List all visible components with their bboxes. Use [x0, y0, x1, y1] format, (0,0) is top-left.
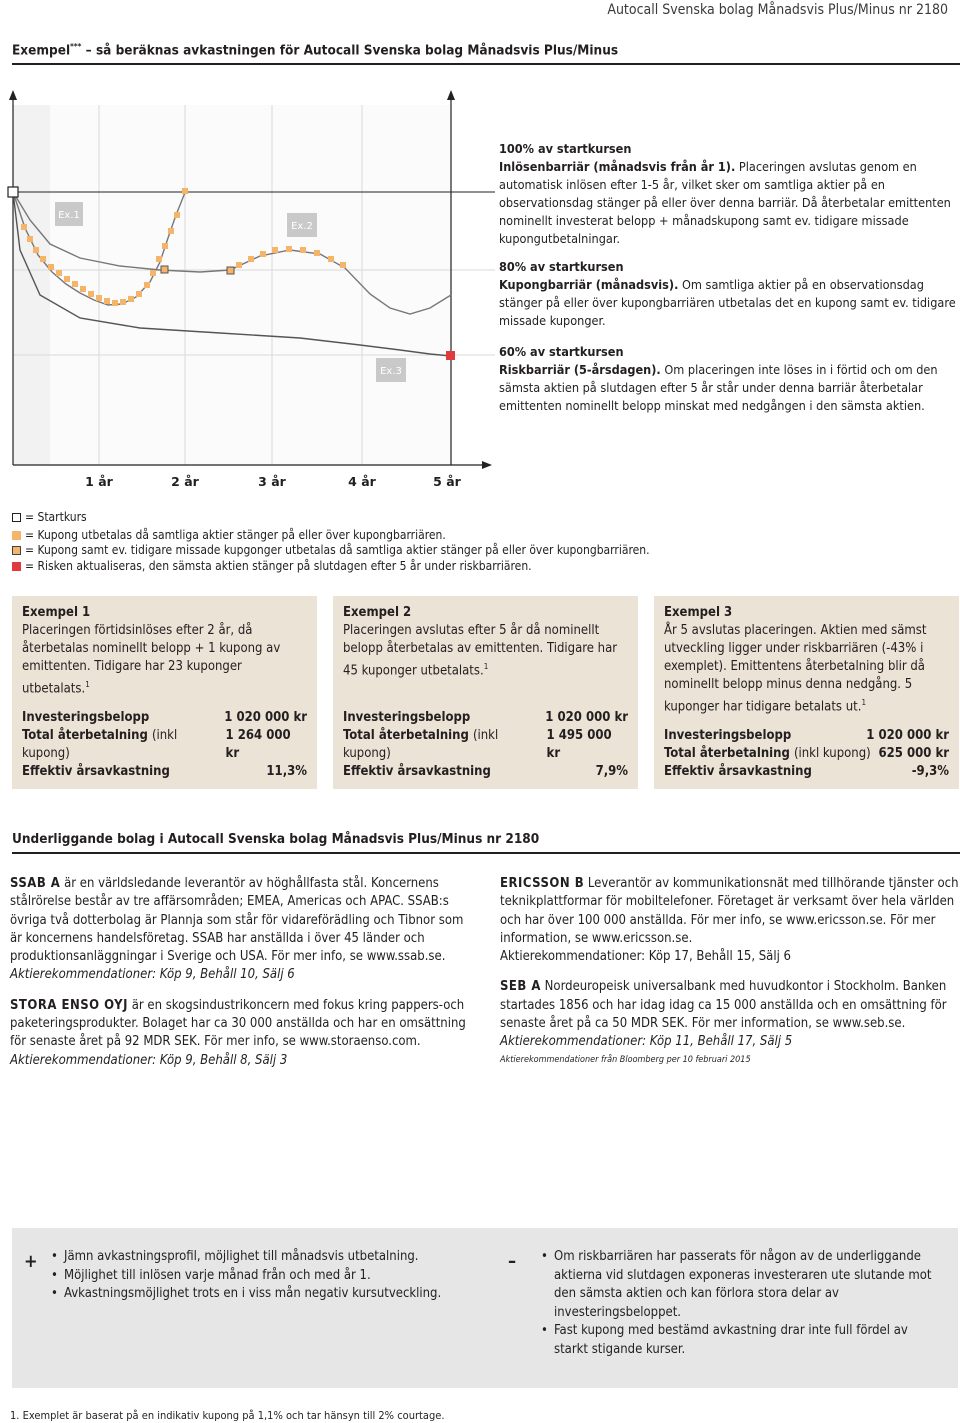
minus-icon: – [508, 1251, 517, 1272]
example-card-3: Exempel 3 År 5 avslutas placeringen. Aktien med sämst utveckling ligger under riskbarriären (-43% i exemplet). Emittentens återbetalning blir då nominellt belopp minus denna nedgång. 5 kuponger har tidigare betalats ut.$^1$ Investeringsbelopp 1 020 000 kr Total återbetalning (inkl kupong) 625 000 kr Effektiv årsavkastning -9,3% [654, 596, 959, 789]
kupong-missade-icon [12, 546, 21, 555]
pros-item: • Avkastningsmöjlighet trots en i viss mån negativ kursutveckling. [64, 1285, 480, 1304]
companies-right-column [500, 875, 960, 1066]
section-divider [12, 852, 960, 854]
legend-item: = Risken aktualiseras, den sämsta aktien stänger på slutdagen efter 5 år under riskbarriären. [12, 559, 532, 573]
example-section-title: Exempel*** – så beräknas avkastningen för Autocall Svenska bolag Månadsvis Plus/Minus [12, 42, 619, 59]
kupong-icon [12, 531, 21, 540]
pros-item: • Jämn avkastningsprofil, möjlighet till månadsvis utbetalning. [64, 1248, 480, 1267]
startkurs-marker [8, 187, 18, 197]
risk-icon [12, 562, 21, 571]
x-tick-label: 1 år [85, 474, 113, 489]
company-seb: SEB A Nordeuropeisk universalbank med huvudkontor i Stockholm. Banken startades 1856 och har idag idag ca 15 000 anställda och en omsättning för senaste året på ca 50 MDR SEK. För mer information, se www.seb.se. Aktierekommendationer: Köp 11, Behåll 17, Sälj 5 [500, 979, 947, 1050]
company-ssab: SSAB A är en världsledande leverantör av höghållfasta stål. Koncernens stålrörelse består av tre affärsområden; EMEA, Americas och APAC. SSAB:s övriga två dotterbolag är Plannja som står för vidareförädling och Tibnor som är koncernens handelsföretag. SSAB har anställda i över 45 länder och produktionsanläggningar i Sverige och USA. För mer info, se www.ssab.se. Aktierekommendationer: Köp 9, Behåll 10, Sälj 6 [10, 876, 464, 983]
legend-item: = Startkurs [12, 510, 87, 524]
example-card-2: Exempel 2 Placeringen avslutas efter 5 år då nominellt belopp återbetalas av emittenten. Tidigare har 45 kuponger utbetalats.$^1$ Investeringsbelopp 1 020 000 kr Total återbetalning (inkl kupong) 1 495 000 kr Effektiv årsavkastning 7,9% [333, 596, 638, 789]
companies-left-column [10, 875, 470, 1082]
startkurs-icon [12, 513, 21, 522]
pros-item: • Möjlighet till inlösen varje månad från och med år 1. [64, 1267, 480, 1286]
ex1-label: Ex.1 [58, 210, 80, 221]
coupon-missed-marker [161, 266, 168, 273]
section-divider [12, 63, 960, 65]
underlying-section-title: Underliggande bolag i Autocall Svenska bolag Månadsvis Plus/Minus nr 2180 [12, 831, 540, 847]
footnote: 1. Exemplet är baserat på en indikativ kupong på 1,1% och tar hänsyn till 2% courtage. [10, 1409, 445, 1422]
company-ericsson: ERICSSON B Leverantör av kommunikationsnät med tillhörande tjänster och teknikplattformar för mobiltelefoner. Företaget är verksamt över hela världen och har över 100 000 anställda. För mer info, se www.ericsson.se. För mer information, se www.ericsson.se. Aktierekommendationer: Köp 17, Behåll 15, Sälj 6 [500, 876, 959, 965]
legend-item: = Kupong samt ev. tidigare missade kupgonger utbetalas då samtliga aktier stänger på eller över kupongbarriären. [12, 543, 650, 557]
cons-item: • Om riskbarriären har passerats för någon av de underliggande aktierna vid slutdagen exponeras investeraren ute slutande mot den sämsta aktien och kan förlora stora delar av investeringsbeloppet. [554, 1248, 945, 1322]
plus-icon: + [24, 1251, 38, 1272]
barrier-description-inlosen: 100% av startkursen Inlösenbarriär (månadsvis från år 1). Placeringen avslutas genom en automatisk inlösen efter 1-5 år, vilket sker om samtliga aktier på en observationsdag stänger på eller över denna barriär. Då återbetalar emittenten nominellt investerat belopp + månadskupong samt ev. tidigare missade kupongutbetalningar. [499, 141, 951, 246]
x-tick-label: 4 år [348, 474, 376, 489]
x-tick-label: 3 år [258, 474, 286, 489]
coupon-missed-marker [227, 267, 234, 274]
ex3-label: Ex.3 [380, 366, 402, 377]
barrier-description-risk: 60% av startkursen Riskbarriär (5-årsdagen). Om placeringen inte löses in i förtid och om den sämsta aktien på slutdagen efter 5 år står under denna barriär återbetalar emittenten nominellt belopp minskat med nedgången i den sämsta aktien. [499, 344, 938, 413]
barrier-description-kupong: 80% av startkursen Kupongbarriär (månadsvis). Om samtliga aktier på en observationsdag stänger på eller över kupongbarriären utbetalas det en kupong samt ev. tidigare missade kuponger. [499, 259, 956, 328]
time-axis-arrow-icon [482, 461, 492, 469]
pros-list [50, 1248, 480, 1304]
cons-item: • Fast kupong med bestämd avkastning drar inte full fördel av starkt stigande kurser. [554, 1322, 945, 1359]
recommendation-source-note: Aktierekommendationer från Bloomberg per 10 februari 2015 [500, 1054, 751, 1065]
ex2-label: Ex.2 [291, 221, 313, 232]
risk-marker [446, 351, 455, 360]
legend-item: = Kupong utbetalas då samtliga aktier stänger på eller över kupongbarriären. [12, 528, 446, 542]
x-tick-label: 2 år [171, 474, 199, 489]
autocall-diagram [0, 85, 495, 500]
company-stora-enso: STORA ENSO OYJ är en skogsindustrikoncern med fokus kring pappers-och paketeringsprodukter. Bolaget har ca 30 000 anställda och har en omsättning för senaste året på 92 MDR SEK. För mer info, se www.storaenso.com. Aktierekommendationer: Köp 9, Behåll 8, Sälj 3 [10, 997, 466, 1068]
x-tick-label: 5 år [433, 474, 461, 489]
right-axis-arrow-icon [447, 90, 455, 100]
cons-list [540, 1248, 945, 1359]
left-axis-arrow-icon [9, 90, 17, 100]
example-card-1: Exempel 1 Placeringen förtidsinlöses efter 2 år, då återbetalas nominellt belopp + 1 kupong av emittenten. Tidigare har 23 kuponger utbetalats.$^1$ Investeringsbelopp 1 020 000 kr Total återbetalning (inkl kupong) 1 264 000 kr Effektiv årsavkastning 11,3% [12, 596, 317, 789]
document-header-title: Autocall Svenska bolag Månadsvis Plus/Minus nr 2180 [607, 2, 948, 18]
